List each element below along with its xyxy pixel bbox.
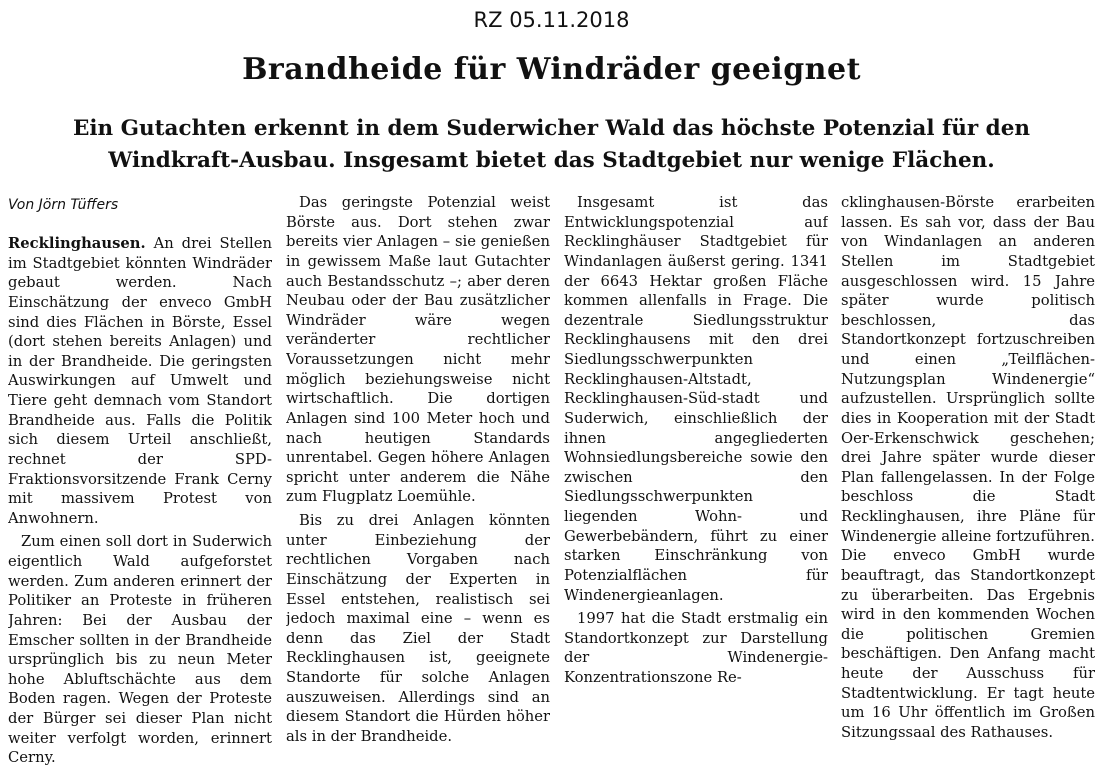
text-column-4: [841, 193, 1095, 779]
paragraph-5: Insgesamt ist das Entwicklungspotenzial auf Recklinghäuser Stadtgebiet für Windanlagen äußerst gering. 1341 der 6643 Hektar großen Fläche kommen allenfalls in Frage. Die dezentrale Siedlungsstruktur Recklinghausens mit den drei Siedlungsschwerpunkten Recklinghausen-Altstadt, Recklinghausen-Süd-stadt und Suderwich, einschließlich der ihnen angegliederten Wohnsiedlungsbereiche sowie den zwischen den Siedlungsschwerpunkten liegenden Wohn- und Gewerbebändern, führt zu einer starken Einschränkung von Potenzialflächen für Windenergieanlagen.: [564, 194, 828, 604]
paragraph-2: Zum einen soll dort in Suderwich eigentlich Wald aufgeforstet werden. Zum anderen erinnert der Politiker an Proteste in früheren Jahren: Bei der Ausbau der Emscher sollten in der Brandheide ursprünglich bis zu neun Meter hohe Abluftschächte aus dem Boden ragen. Wegen der Proteste der Bürger sei dieser Plan nicht weiter verfolgt worden, erinnert Cerny.: [8, 533, 272, 767]
article-headline: Brandheide für Windräder geeignet: [242, 52, 861, 87]
paragraph-1-text: An drei Stellen im Stadtgebiet könnten Windräder gebaut werden. Nach Einschätzung der enveco GmbH sind dies Flächen in Börste, Essel (dort stehen bereits Anlagen) und in der Brandheide. Die geringsten Auswirkungen auf Umwelt und Tiere geht demnach vom Standort Brandheide aus. Falls die Politik sich diesem Urteil anschließt, rechnet der SPD-Fraktionsvorsitzende Frank Cerny mit massivem Protest von Anwohnern.: [8, 235, 272, 527]
text-column-3: [564, 193, 828, 779]
dateline: Recklinghausen.: [8, 235, 146, 252]
source-date-line: RZ 05.11.2018: [473, 8, 630, 32]
paragraph-1: [8, 234, 272, 528]
paragraph-4: Bis zu drei Anlagen könnten unter Einbeziehung der rechtlichen Vorgaben nach Einschätzung der Experten in Essel entstehen, realistisch sei jedoch maximal eine – wenn es denn das Ziel der Stadt Recklinghausen ist, geeignete Standorte für solche Anlagen auszuweisen. Allerdings sind an diesem Standort die Hürden höher als in der Brandheide.: [286, 512, 550, 745]
paragraph-6: 1997 hat die Stadt erstmalig ein Standortkonzept zur Darstellung der Windenergie-Konzentrationszone Re-: [564, 610, 828, 686]
text-column-1: [8, 234, 272, 779]
paragraph-3: Das geringste Potenzial weist Börste aus. Dort stehen zwar bereits vier Anlagen – sie genießen in gewissem Maße laut Gutachter auch Bestandsschutz –; aber deren Neubau oder der Bau zusätzlicher Windräder wäre wegen veränderter rechtlicher Voraussetzungen nicht mehr möglich beziehungsweise nicht wirtschaftlich. Die dortigen Anlagen sind 100 Meter hoch und nach heutigen Standards unrentabel. Gegen höhere Anlagen spricht unter anderem die Nähe zum Flugplatz Loemühle.: [286, 194, 550, 506]
text-column-2: [286, 193, 550, 779]
paragraph-6-continued: cklinghausen-Börste erarbeiten lassen. Es sah vor, dass der Bau von Windanlagen an anderen Stellen im Stadtgebiet ausgeschlossen wird. 15 Jahre später wurde politisch beschlossen, das Standortkonzept fortzuschreiben und einen „Teilflächen-Nutzungsplan Windenergie“ aufzustellen. Ursprünglich sollte dies in Kooperation mit der Stadt Oer-Erkenschwick geschehen; drei Jahre später wurde dieser Plan fallengelassen. In der Folge beschloss die Stadt Recklinghausen, ihre Pläne für Windenergie alleine fortzuführen. Die enveco GmbH wurde beauftragt, das Standortkonzept zu überarbeiten. Das Ergebnis wird in den kommenden Wochen die politischen Gremien beschäftigen. Den Anfang macht heute der Ausschuss für Stadtentwicklung. Er tagt heute um 16 Uhr öffentlich im Großen Sitzungssaal des Rathauses.: [841, 194, 1095, 741]
article-subtitle: Ein Gutachten erkennt in dem Suderwicher Wald das höchste Potenzial für den Windkraft-Ausbau. Insgesamt bietet das Stadtgebiet nur wenige Flächen.: [72, 116, 1031, 173]
author-byline: Von Jörn Tüffers: [8, 197, 119, 213]
